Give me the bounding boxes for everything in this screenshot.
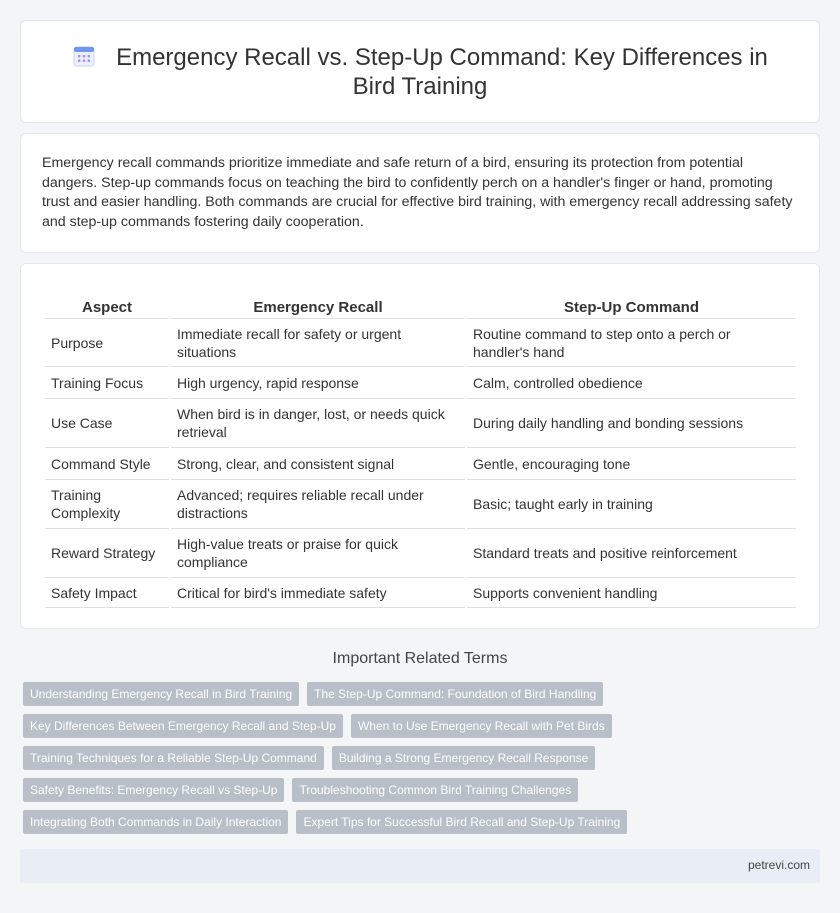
header-emergency-recall: Emergency Recall: [171, 297, 465, 319]
header-card: [20, 20, 820, 123]
footer: [20, 849, 820, 883]
related-term-tag[interactable]: Key Differences Between Emergency Recall and Step-Up: [23, 714, 343, 738]
page-title: Emergency Recall vs. Step-Up Command: Key Differences in Bird Training: [116, 44, 768, 100]
cell-aspect: Command Style: [45, 448, 169, 480]
cell-step-up: Calm, controlled obedience: [467, 367, 796, 399]
cell-aspect: Safety Impact: [45, 578, 169, 608]
table-row: [45, 529, 796, 578]
cell-step-up: Supports convenient handling: [467, 578, 796, 608]
cell-aspect: Training Focus: [45, 367, 169, 399]
related-term-tag[interactable]: When to Use Emergency Recall with Pet Birds: [351, 714, 612, 738]
comparison-table: [43, 297, 798, 608]
related-term-tag[interactable]: Training Techniques for a Reliable Step-Up Command: [23, 746, 324, 770]
cell-step-up: During daily handling and bonding sessions: [467, 399, 796, 448]
table-row: [45, 399, 796, 448]
cell-aspect: Reward Strategy: [45, 529, 169, 578]
related-term-tag[interactable]: Expert Tips for Successful Bird Recall and Step-Up Training: [296, 810, 627, 834]
table-row: [45, 448, 796, 480]
cell-emergency-recall: Strong, clear, and consistent signal: [171, 448, 465, 480]
tag-row: [23, 714, 823, 738]
cell-emergency-recall: High-value treats or praise for quick compliance: [171, 529, 465, 578]
cell-emergency-recall: Advanced; requires reliable recall under distractions: [171, 480, 465, 529]
cell-step-up: Routine command to step onto a perch or handler's hand: [467, 319, 796, 367]
tag-row: [23, 810, 823, 834]
related-term-tag[interactable]: Troubleshooting Common Bird Training Challenges: [292, 778, 578, 802]
cell-aspect: Purpose: [45, 319, 169, 367]
comparison-table-card: [20, 263, 820, 629]
table-row: [45, 367, 796, 399]
related-term-tag[interactable]: The Step-Up Command: Foundation of Bird Handling: [307, 682, 603, 706]
related-terms-title: Important Related Terms: [332, 650, 508, 667]
table-row: [45, 480, 796, 529]
related-term-tag[interactable]: Understanding Emergency Recall in Bird Training: [23, 682, 299, 706]
cell-step-up: Standard treats and positive reinforcement: [467, 529, 796, 578]
tag-row: [23, 746, 823, 770]
table-row: [45, 319, 796, 367]
intro-paragraph: Emergency recall commands prioritize immediate and safe return of a bird, ensuring its protection from potential dangers. Step-up commands focus on teaching the bird to confidently perch on a handler's finger or hand, promoting trust and easier handling. Both commands are crucial for effective bird training, with emergency recall addressing safety and step-up commands fostering daily cooperation.: [42, 155, 793, 230]
intro-card: [20, 133, 820, 253]
calendar-grid-icon: [72, 44, 96, 68]
cell-emergency-recall: Critical for bird's immediate safety: [171, 578, 465, 608]
cell-emergency-recall: High urgency, rapid response: [171, 367, 465, 399]
table-header-row: [45, 297, 796, 319]
cell-step-up: Gentle, encouraging tone: [467, 448, 796, 480]
cell-emergency-recall: When bird is in danger, lost, or needs quick retrieval: [171, 399, 465, 448]
table-row: [45, 578, 796, 608]
cell-aspect: Use Case: [45, 399, 169, 448]
related-term-tag[interactable]: Building a Strong Emergency Recall Response: [332, 746, 595, 770]
cell-step-up: Basic; taught early in training: [467, 480, 796, 529]
cell-aspect: Training Complexity: [45, 480, 169, 529]
header-aspect: Aspect: [45, 297, 169, 319]
related-terms-list: [23, 682, 823, 842]
header-step-up-command: Step-Up Command: [467, 297, 796, 319]
tag-row: [23, 778, 823, 802]
tag-row: [23, 682, 823, 706]
footer-site-link[interactable]: petrevi.com: [747, 858, 810, 872]
related-term-tag[interactable]: Safety Benefits: Emergency Recall vs Step-Up: [23, 778, 284, 802]
cell-emergency-recall: Immediate recall for safety or urgent situations: [171, 319, 465, 367]
title-row: [21, 43, 819, 101]
related-term-tag[interactable]: Integrating Both Commands in Daily Interaction: [23, 810, 288, 834]
